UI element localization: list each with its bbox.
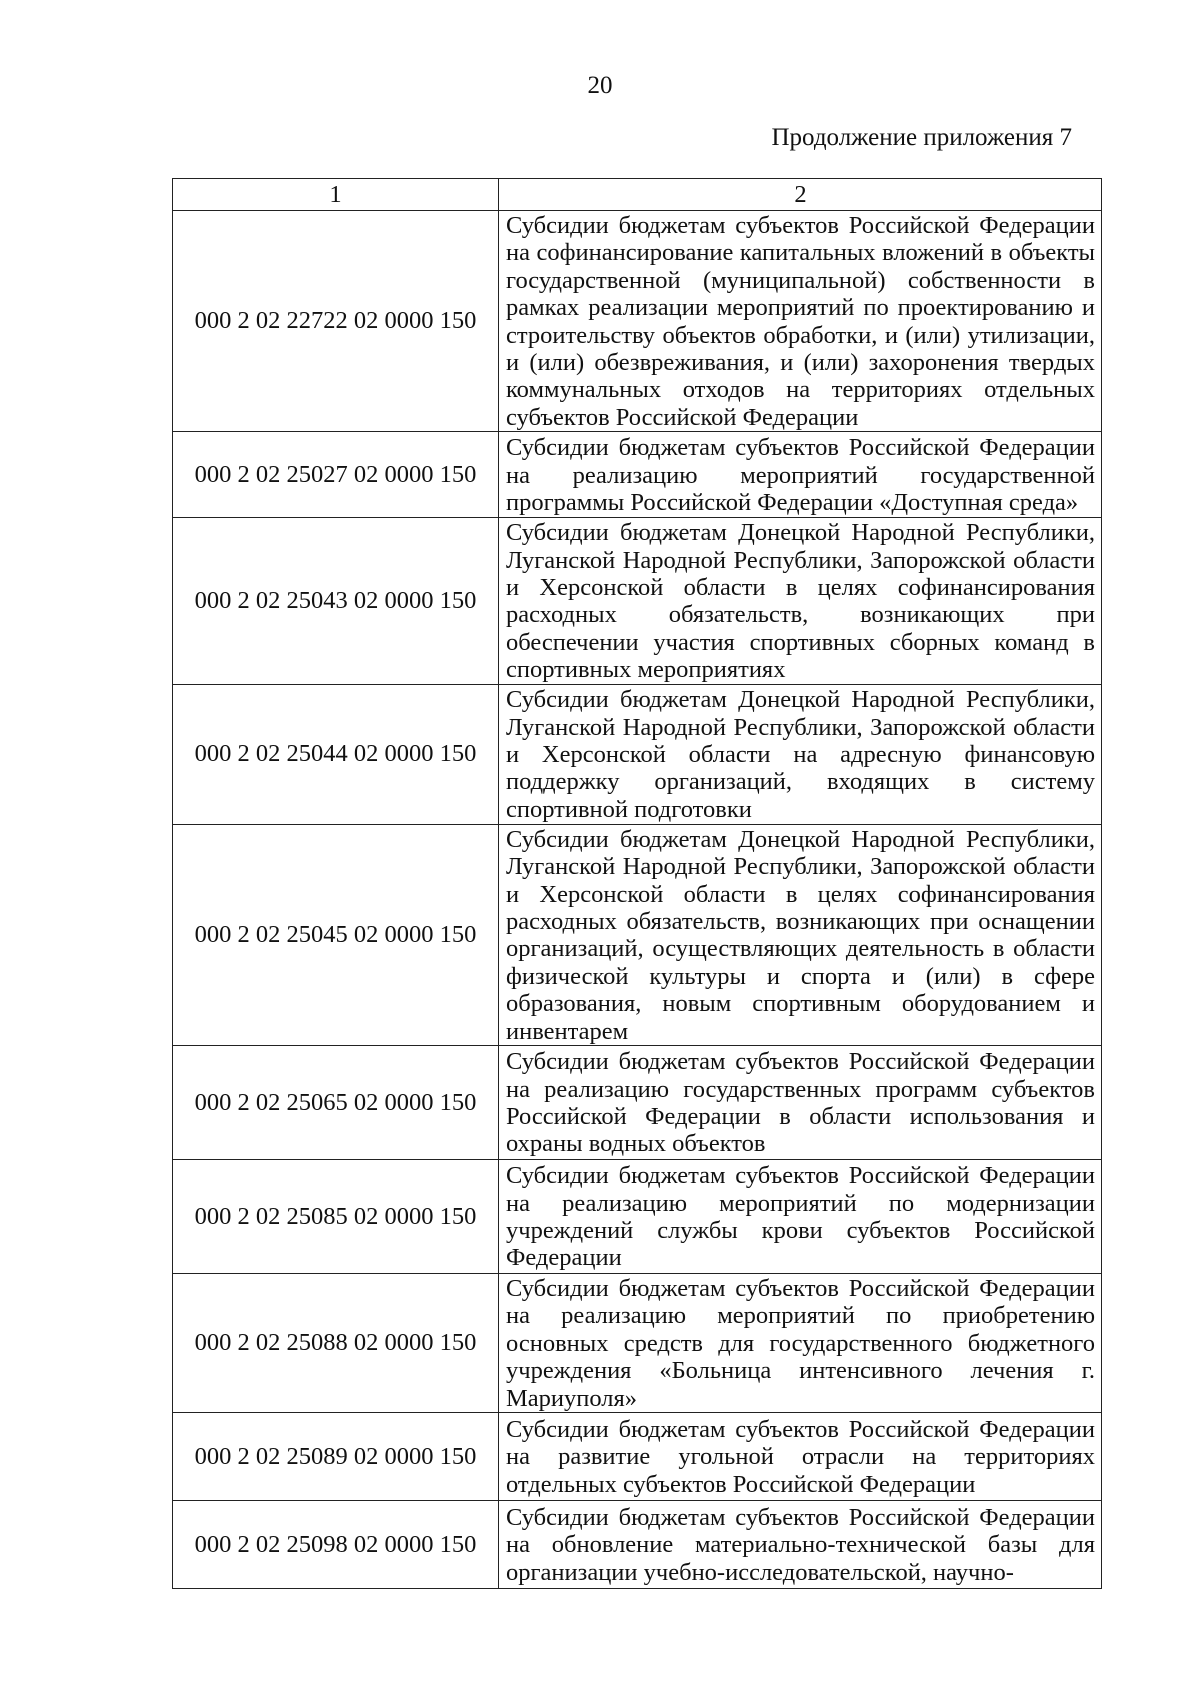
budget-code: 000 2 02 25098 02 0000 150 [173, 1500, 499, 1588]
table-row [173, 1500, 1102, 1588]
subsidy-description: Субсидии бюджетам субъектов Российской Федерации на реализацию мероприятий государственной программы Российской Федерации «Доступная среда» [499, 432, 1102, 518]
subsidy-description: Субсидии бюджетам субъектов Российской Федерации на реализацию мероприятий по модернизации учреждений службы крови субъектов Российской Федерации [499, 1159, 1102, 1273]
table-row [173, 211, 1102, 432]
budget-code: 000 2 02 25089 02 0000 150 [173, 1412, 499, 1500]
column-header-2: 2 [499, 179, 1102, 211]
table-row [173, 518, 1102, 684]
budget-code: 000 2 02 25043 02 0000 150 [173, 518, 499, 684]
subsidy-description: Субсидии бюджетам субъектов Российской Федерации на софинансирование капитальных вложений в объекты государственной (муниципальной) собственности в рамках реализации мероприятий по проектированию и строительству объектов обработки, и (или) утилизации, и (или) обезвреживания, и (или) захоронения твердых коммунальных отходов на территориях отдельных субъектов Российской Федерации [499, 211, 1102, 432]
column-header-1: 1 [173, 179, 499, 211]
table-row [173, 684, 1102, 824]
budget-code: 000 2 02 25065 02 0000 150 [173, 1045, 499, 1159]
subsidy-description: Субсидии бюджетам Донецкой Народной Республики, Луганской Народной Республики, Запорожской области и Херсонской области в целях софинансирования расходных обязательств, возникающих при обеспечении участия спортивных сборных команд в спортивных мероприятиях [499, 518, 1102, 684]
table-row [173, 1273, 1102, 1412]
subsidy-description: Субсидии бюджетам Донецкой Народной Республики, Луганской Народной Республики, Запорожской области и Херсонской области в целях софинансирования расходных обязательств, возникающих при оснащении организаций, осуществляющих деятельность в области физической культуры и спорта и (или) в сфере образования, новым спортивным оборудованием и инвентарем [499, 824, 1102, 1045]
appendix-continuation-note: Продолжение приложения 7 [771, 124, 1072, 151]
budget-code: 000 2 02 22722 02 0000 150 [173, 211, 499, 432]
budget-code: 000 2 02 25045 02 0000 150 [173, 824, 499, 1045]
subsidy-description: Субсидии бюджетам субъектов Российской Федерации на развитие угольной отрасли на территориях отдельных субъектов Российской Федерации [499, 1412, 1102, 1500]
subsidy-description: Субсидии бюджетам субъектов Российской Федерации на обновление материально-технической базы для организации учебно-исследовательской, научно- [499, 1500, 1102, 1588]
budget-code: 000 2 02 25044 02 0000 150 [173, 684, 499, 824]
table-row [173, 1045, 1102, 1159]
table-row [173, 1412, 1102, 1500]
table-row [173, 824, 1102, 1045]
page-number: 20 [587, 72, 613, 99]
subsidy-description: Субсидии бюджетам Донецкой Народной Республики, Луганской Народной Республики, Запорожской области и Херсонской области на адресную финансовую поддержку организаций, входящих в систему спортивной подготовки [499, 684, 1102, 824]
table-header-row [173, 179, 1102, 211]
budget-classification-table [172, 178, 1102, 1589]
subsidy-description: Субсидии бюджетам субъектов Российской Федерации на реализацию мероприятий по приобретению основных средств для государственного бюджетного учреждения «Больница интенсивного лечения г. Мариуполя» [499, 1273, 1102, 1412]
budget-code: 000 2 02 25027 02 0000 150 [173, 432, 499, 518]
table-row [173, 432, 1102, 518]
budget-code: 000 2 02 25088 02 0000 150 [173, 1273, 499, 1412]
subsidy-description: Субсидии бюджетам субъектов Российской Федерации на реализацию государственных программ субъектов Российской Федерации в области использования и охраны водных объектов [499, 1045, 1102, 1159]
table-row [173, 1159, 1102, 1273]
budget-code: 000 2 02 25085 02 0000 150 [173, 1159, 499, 1273]
